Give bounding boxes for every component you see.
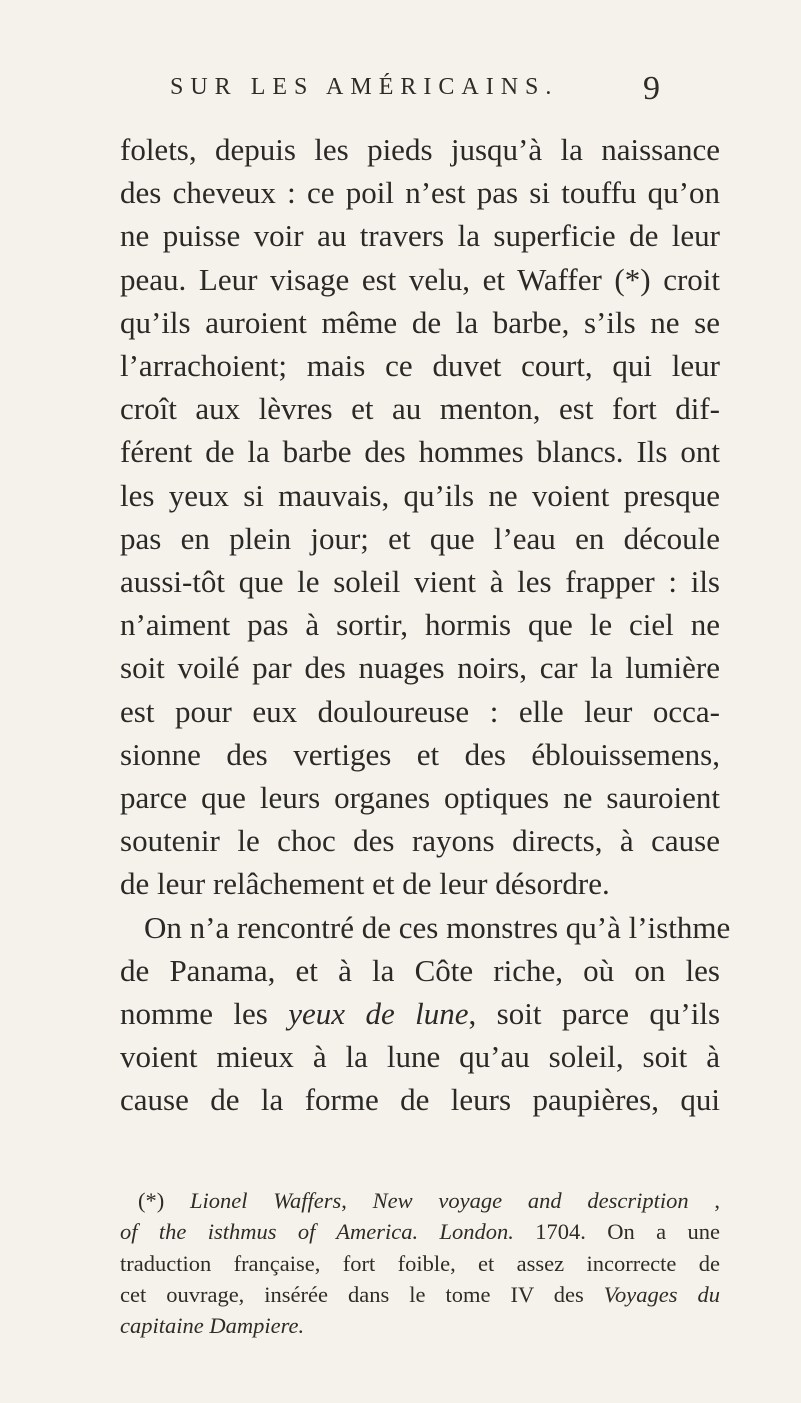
text-line: On n’a rencontré de ces monstres qu’à l’isthme [144,909,731,945]
text-line: soutenir le choc des rayons directs, à cause [120,823,720,859]
footnote-line [120,1216,720,1247]
text-line: de leur relâchement et de leur désordre. [120,866,610,902]
text-line: l’arrachoient; mais ce duvet court, qui leur [120,348,720,384]
italic-phrase: yeux de lune [288,996,469,1032]
footnote-text: On a une [607,1219,721,1245]
text-line: voient mieux à la lune qu’au soleil, soit à [120,1039,720,1075]
text-line: peau. Leur visage est velu, et Waffer (*) croit [120,261,720,297]
text-line: ne puisse voir au travers la superficie de leur [120,218,720,254]
footnote-text: cet ouvrage, insérée dans le tome IV des [120,1281,584,1307]
footnote-line [120,1185,720,1216]
footnote-line [120,1310,720,1341]
text-line: qu’ils auroient même de la barbe, s’ils ne se [120,304,720,340]
footnote-book-title-cont: capitaine Dampiere. [120,1313,305,1339]
footnote-title: New voyage and description [372,1188,689,1213]
page-number: 9 [643,70,660,107]
text-line: n’aiment pas à sortir, hormis que le ciel ne [120,607,720,643]
text-line: parce que leurs organes optiques ne sauroient [120,780,720,816]
running-head: SUR LES AMÉRICAINS. [170,74,559,100]
text-line-with-italic [120,992,720,1035]
text-line: aussi-tôt que le soleil vient à les frapper : ils [120,564,720,600]
text-segment: , soit parce qu’ils [468,996,721,1032]
footnote-punct: , [714,1188,720,1213]
footnote [120,1185,720,1341]
footnote-line: traduction française, fort foible, et assez incorrecte de [120,1250,720,1276]
text-line: sionne des vertiges et des éblouissemens, [120,736,720,772]
text-line: des cheveux : ce poil n’est pas si touffu qu’on [120,175,720,211]
footnote-line [120,1279,720,1310]
body-text [120,128,731,1122]
text-line: croît aux lèvres et au menton, est fort dif- [120,391,720,427]
footnote-book-title: Voyages du [603,1281,721,1307]
text-line: férent de la barbe des hommes blancs. Ils ont [120,434,720,470]
text-line: les yeux si mauvais, qu’ils ne voient presque [120,477,720,513]
text-line: pas en plein jour; et que l’eau en découle [120,520,720,556]
text-line: soit voilé par des nuages noirs, car la lumière [120,650,720,686]
footnote-year: 1704. [535,1219,586,1245]
text-line: cause de la forme de leurs paupières, qui [120,1082,720,1118]
text-line: est pour eux douloureuse : elle leur occa- [120,693,720,729]
footnote-title-cont: of the isthmus of America. London. [120,1219,514,1245]
footnote-author: Lionel Waffers [190,1188,342,1213]
text-line: de Panama, et à la Côte riche, où on les [120,952,720,988]
footnote-punct: , [341,1188,347,1213]
text-line: folets, depuis les pieds jusqu’à la naissance [120,132,720,167]
text-segment: nomme les [120,996,268,1032]
footnote-marker: (*) [138,1188,165,1213]
